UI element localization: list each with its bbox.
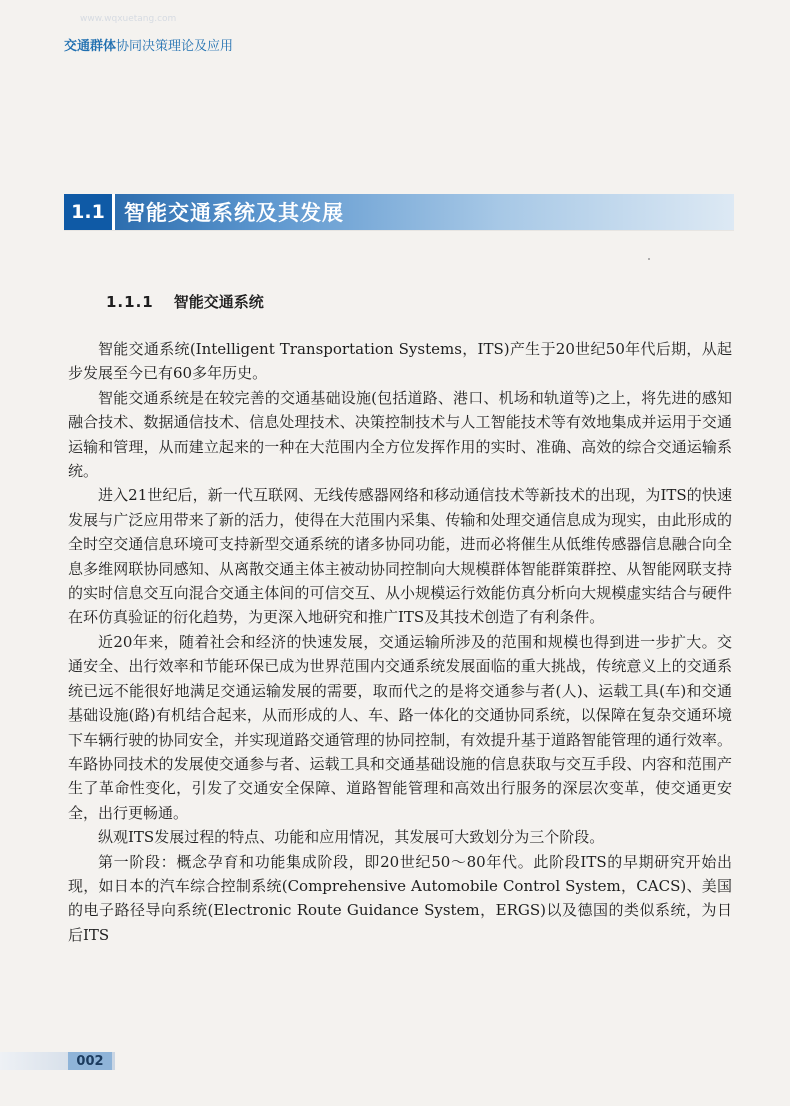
paragraph: 智能交通系统是在较完善的交通基础设施(包括道路、港口、机场和轨道等)之上，将先进的感知融合技术、数据通信技术、信息处理技术、决策控制技术与人工智能技术等有效地集成并运用于交通运输和管理，从而建立起来的一种在大范围内全方位发挥作用的实时、准确、高效的综合交通运输系统。 [68,388,732,481]
section-title: 智能交通系统及其发展 [124,201,344,225]
subsection-number: 1.1.1 [106,293,154,311]
body-text [68,337,732,947]
paragraph: 进入21世纪后，新一代互联网、无线传感器网络和移动通信技术等新技术的出现，为ITS的快速发展与广泛应用带来了新的活力，使得在大范围内采集、传输和处理交通信息成为现实，由此形成的全时空交通信息环境可支持新型交通系统的诸多协同功能，进而必将催生从低维传感器信息融合向全息多维网联协同感知、从离散交通主体主被动协同控制向大规模群体智能群策群控、从智能网联支持的实时信息交互向混合交通主体间的可信交互、从小规模运行效能仿真分析向大规模虚实结合与硬件在环仿真验证的衍化趋势，为更深入地研究和推广ITS及其技术创造了有利条件。 [68,486,732,627]
book-title-rest: 协同决策理论及应用 [116,39,234,54]
paragraph: 纵观ITS发展过程的特点、功能和应用情况，其发展可大致划分为三个阶段。 [98,828,605,847]
paragraph: 第一阶段：概念孕育和功能集成阶段，即20世纪50～80年代。此阶段ITS的早期研究开始出现，如日本的汽车综合控制系统(Comprehensive Automobile Control System，CACS)、美国的电子路径导向系统(Electronic Route Guidance System，ERGS)以及德国的类似系统，为日后ITS [68,852,732,944]
stray-dot [648,258,650,260]
running-header [64,35,233,54]
book-title-bold: 交通群体 [64,39,117,54]
watermark-text: www.wqxuetang.com [80,14,177,24]
subsection-title: 智能交通系统 [173,293,264,311]
section-number: 1.1 [64,194,115,230]
page-number: 002 [68,1052,112,1070]
paragraph: 近20年来，随着社会和经济的快速发展，交通运输所涉及的范围和规模也得到进一步扩大。交通安全、出行效率和节能环保已成为世界范围内交通系统发展面临的重大挑战，传统意义上的交通系统已远不能很好地满足交通运输发展的需要，取而代之的是将交通参与者(人)、运载工具(车)和交通基础设施(路)有机结合起来，从而形成的人、车、路一体化的交通协同系统，以保障在复杂交通环境下车辆行驶的协同安全，并实现道路交通管理的协同控制，有效提升基于道路智能管理的通行效率。车路协同技术的发展使交通参与者、运载工具和交通基础设施的信息获取与交互手段、内容和范围产生了革命性变化，引发了交通安全保障、道路智能管理和高效出行服务的深层次变革，使交通更安全，出行更畅通。 [68,632,732,822]
subsection-heading [106,291,264,312]
paragraph: 智能交通系统(Intelligent Transportation Systems，ITS)产生于20世纪50年代后期，从起步发展至今已有60多年历史。 [68,340,732,383]
section-banner [64,194,734,230]
